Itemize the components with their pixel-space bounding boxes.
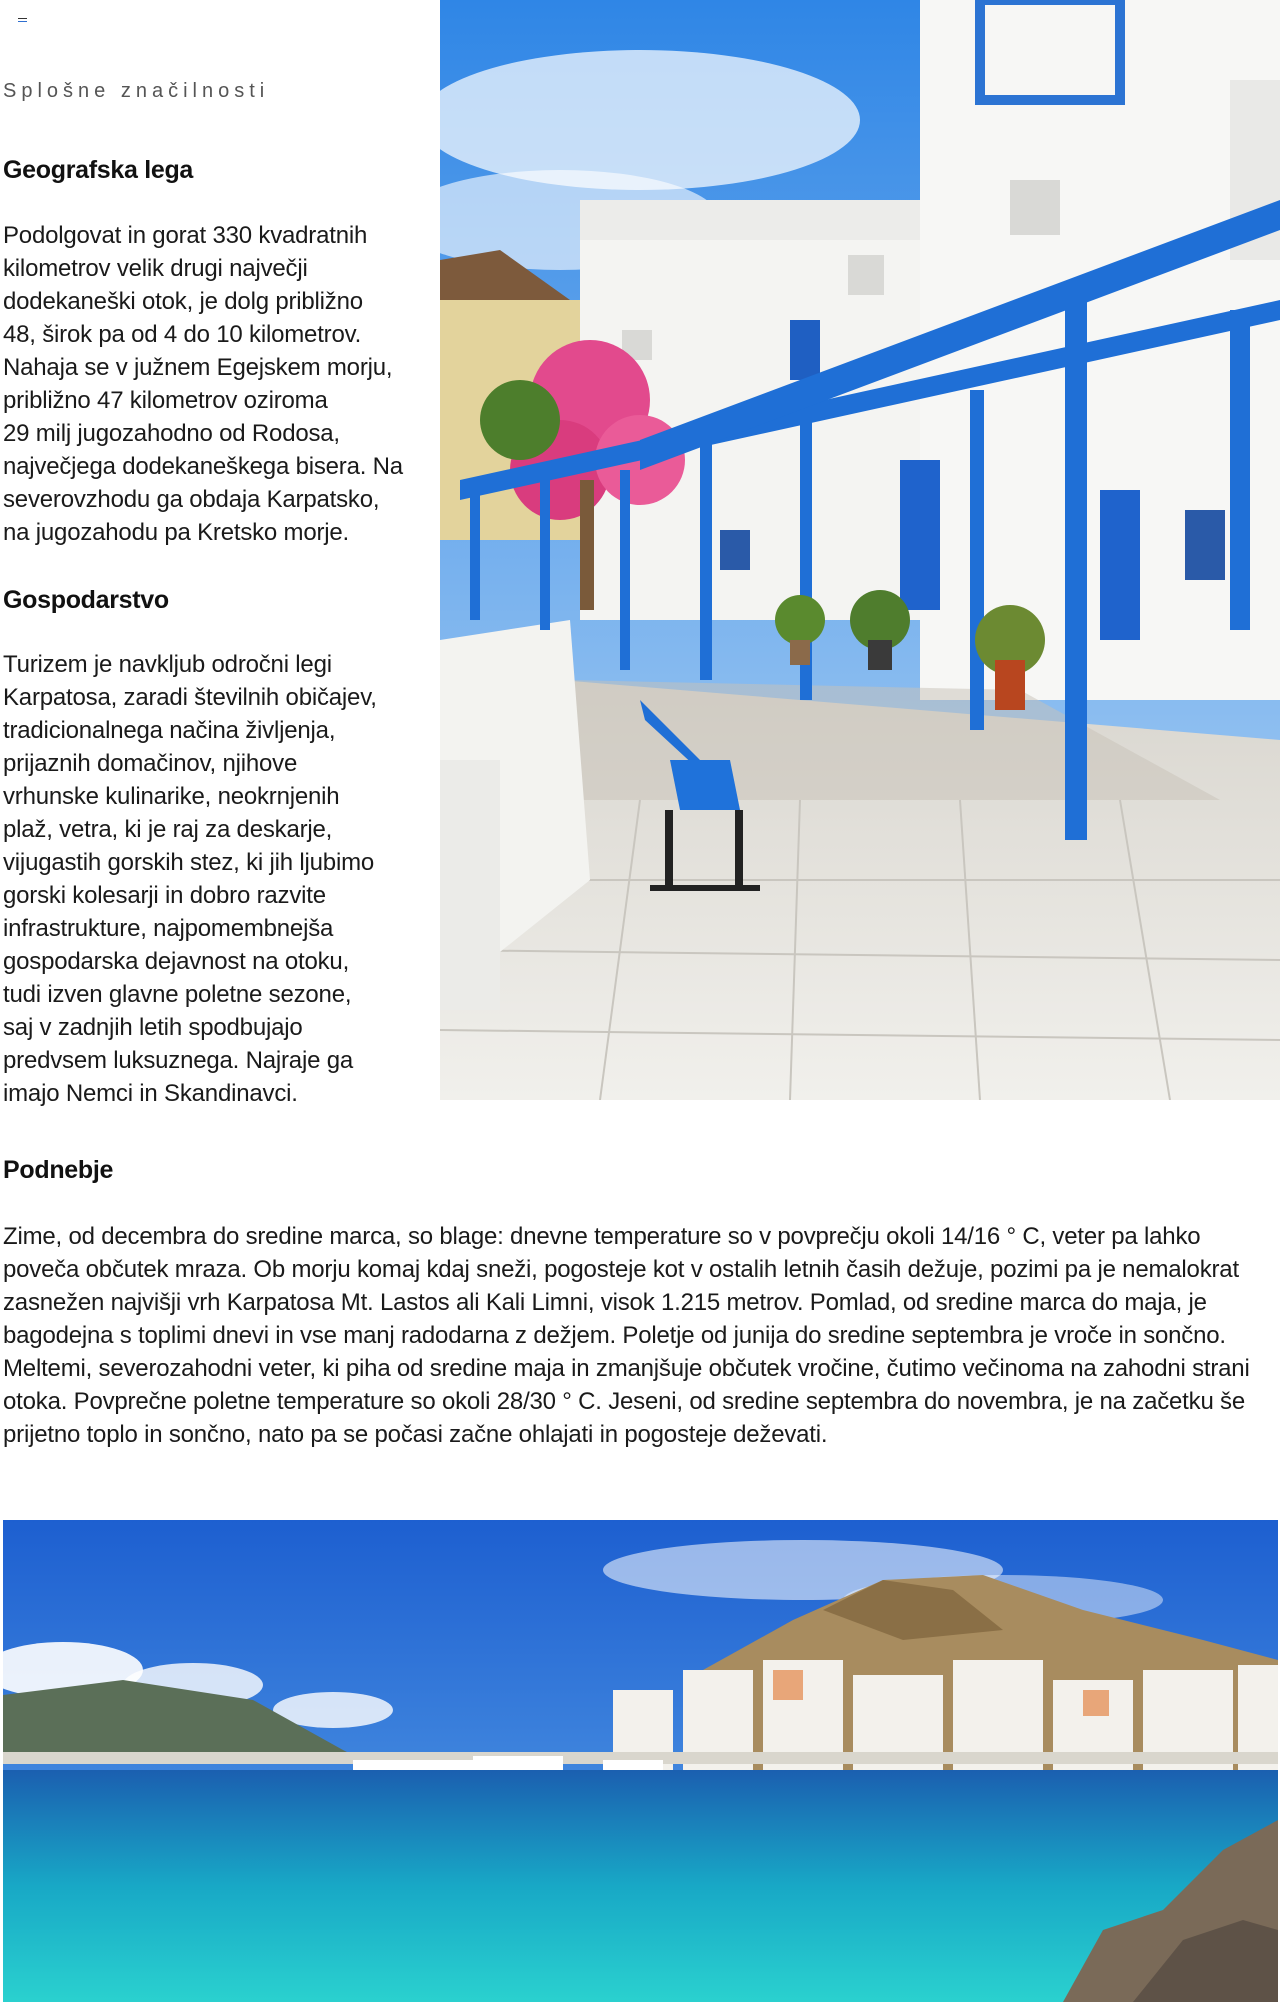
menu-icon[interactable] xyxy=(18,18,27,25)
section-kicker: Splošne značilnosti xyxy=(3,80,270,102)
text-gospodarstvo: Turizem je navkljub odročni legi Karpatosa, zaradi številnih običajev, tradicionalnega načina življenja, prijaznih domačinov, njihove vrhunske kulinarike, neokrnjenih plaž, vetra, ki je raj za deskarje, vijugastih gorskih stez, ki jih ljubimo gorski kolesarji in dobro razvite infrastrukture, najpomembnejša gospodarska dejavnost na otoku, tudi izven glavne poletne sezone, saj v zadnjih letih spodbujajo predvsem luksuznega. Najraje ga imajo Nemci in Skandinavci. xyxy=(3,651,377,1107)
text-geografska-lega: Podolgovat in gorat 330 kvadratnih kilometrov velik drugi največji dodekaneški otok, je dolg približno 48, širok pa od 4 do 10 kilometrov. Nahaja se v južnem Egejskem morju, približno 47 kilometrov oziroma 29 milj jugozahodno od Rodosa, največjega dodekaneškega bisera. Na severovzhodu ga obdaja Karpatsko, na jugozahodu pa Kretsko morje. xyxy=(3,222,403,546)
heading-geografska-lega: Geografska lega xyxy=(3,156,194,184)
heading-gospodarstvo: Gospodarstvo xyxy=(3,586,169,614)
photo-blue-pergola-houses xyxy=(440,0,1280,1100)
photo-harbour-town xyxy=(3,1520,1278,2002)
text-podnebje: Zime, od decembra do sredine marca, so blage: dnevne temperature so v povprečju okoli 14/16 ° C, veter pa lahko poveča občutek mraza. Ob morju komaj kdaj sneži, pogosteje kot v ostalih letnih časih dežuje, pozimi pa je nemalokrat zasnežen najvišji vrh Karpatosa Mt. Lastos ali Kali Limni, visok 1.215 metrov. Pomlad, od sredine marca do maja, je bagodejna s toplimi dnevi in vse manj radodarna z dežjem. Poletje od junija do sredine septembra je vroče in sončno. Meltemi, severozahodni veter, ki piha od sredine maja in zmanjšuje občutek vročine, čutimo večinoma na zahodni strani otoka. Povprečne poletne temperature so okoli 28/30 ° C. Jeseni, od sredine septembra do novembra, je na začetku še prijetno toplo in sončno, nato pa se počasi začne ohlajati in pogosteje deževati. xyxy=(3,1223,1250,1448)
heading-podnebje: Podnebje xyxy=(3,1156,114,1184)
